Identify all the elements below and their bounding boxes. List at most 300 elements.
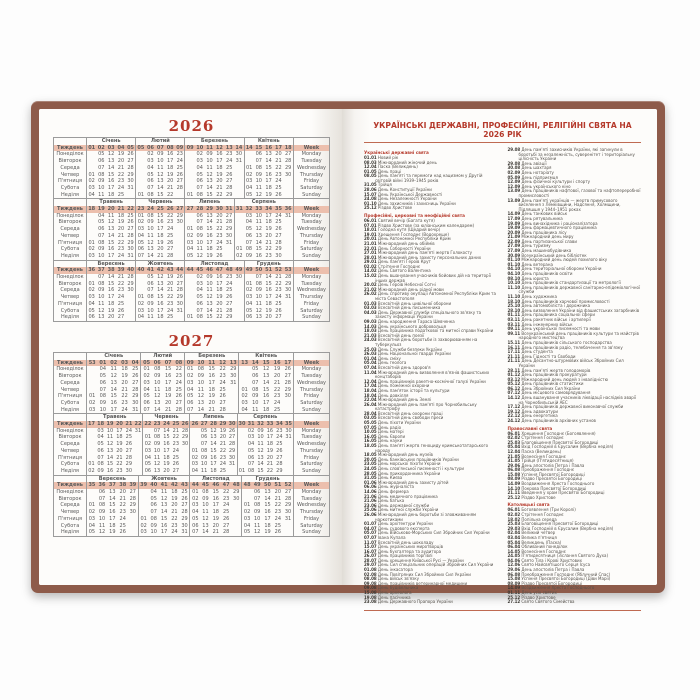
date-cell: 22 bbox=[222, 489, 230, 496]
date-cell bbox=[234, 308, 244, 315]
holiday-name: День Української Державності bbox=[376, 191, 443, 197]
date-cell: 28 bbox=[181, 509, 188, 516]
holiday-date: 06.04 bbox=[507, 544, 521, 550]
date-cell bbox=[185, 294, 195, 301]
week-number-cell: 31 bbox=[235, 206, 243, 213]
holiday-date: 22.04 bbox=[364, 397, 377, 403]
date-cell bbox=[283, 314, 293, 321]
date-cell: 06 bbox=[98, 226, 105, 233]
holiday-name: Вознесіння Господнє bbox=[520, 548, 566, 554]
date-cell: 19 bbox=[157, 239, 164, 246]
date-cell: 18 bbox=[263, 406, 270, 413]
date-cell: 01 bbox=[87, 502, 97, 509]
date-cell: 20 bbox=[274, 489, 282, 496]
date-cell: 20 bbox=[216, 212, 223, 219]
holiday-date: 25.12 bbox=[507, 594, 521, 600]
date-cell: 02 bbox=[88, 287, 95, 294]
holiday-date: 06.01 bbox=[507, 430, 521, 436]
date-cell: 21 bbox=[121, 386, 128, 393]
holiday-date: 17.04 bbox=[364, 383, 377, 389]
date-cell bbox=[136, 178, 146, 185]
date-cell: 10 bbox=[206, 280, 213, 287]
weekday-label-en: Saturday bbox=[294, 308, 330, 315]
holiday-date: 29.08 bbox=[507, 160, 521, 166]
date-cell: 22 bbox=[274, 502, 282, 509]
week-number-cell: 13 bbox=[228, 360, 239, 367]
date-cell: 30 bbox=[127, 246, 134, 253]
weekday-label-uk: П'ятниця bbox=[58, 454, 82, 461]
date-cell: 23 bbox=[216, 232, 223, 239]
calendars bbox=[53, 117, 330, 537]
date-cell: 05 bbox=[245, 191, 253, 198]
date-cell: 17 bbox=[212, 502, 219, 509]
date-cell: 15 bbox=[157, 212, 164, 219]
date-cell: 27 bbox=[181, 502, 188, 509]
date-cell: 01 bbox=[238, 467, 246, 474]
month-name-cell: Серпень bbox=[237, 414, 294, 421]
date-cell bbox=[185, 185, 195, 192]
holiday-name: День бухгалтера та аудитора bbox=[376, 548, 442, 554]
date-cell: 25 bbox=[175, 386, 182, 393]
holiday-name: Стрітення Господнє bbox=[520, 511, 564, 517]
date-cell: 22 bbox=[116, 461, 123, 468]
date-cell: 08 bbox=[98, 502, 106, 509]
holiday-name: День пасічника bbox=[376, 594, 411, 600]
date-cell: 08 bbox=[153, 434, 161, 441]
holiday-date: 05.05 bbox=[364, 420, 377, 426]
date-cell: 10 bbox=[98, 252, 105, 259]
holiday-name: День батька bbox=[376, 498, 405, 504]
date-cell: 15 bbox=[210, 447, 217, 454]
date-cell bbox=[283, 219, 293, 226]
date-cell: 12 bbox=[157, 171, 164, 178]
date-cell: 22 bbox=[219, 447, 227, 454]
holiday-date: 04.06 bbox=[507, 557, 521, 563]
date-cell: 08 bbox=[150, 515, 157, 522]
holiday-name: Всеукраїнський день бібліотек bbox=[520, 252, 587, 258]
date-cell: 29 bbox=[127, 239, 134, 246]
week-number-cell: 02 bbox=[97, 144, 105, 151]
date-cell: 14 bbox=[107, 274, 115, 281]
holiday-name: День пам'яті жертв геноциду кримськотатарського народу bbox=[375, 443, 489, 453]
date-cell: 07 bbox=[98, 495, 106, 502]
date-cell bbox=[242, 489, 252, 496]
holiday-name: Міжнародний день обіймів bbox=[376, 240, 435, 246]
month-name-cell: Березень bbox=[185, 352, 239, 359]
date-cell: 10 bbox=[106, 427, 114, 434]
date-cell: 14 bbox=[210, 441, 217, 448]
holiday-date: 07.07 bbox=[364, 534, 377, 540]
weekday-label-uk: Четвер bbox=[60, 232, 80, 239]
holiday-name: День енергетика bbox=[520, 413, 558, 419]
holiday-name: День Києва bbox=[376, 475, 403, 481]
holiday-name: День працівників ракетно-космічної галузі України bbox=[376, 378, 486, 384]
date-cell: 20 bbox=[266, 454, 274, 461]
holiday-date: 12.06 bbox=[507, 562, 521, 568]
date-cell: 30 bbox=[181, 441, 189, 448]
date-cell: 22 bbox=[166, 294, 174, 301]
weekday-label-en: Wednesday bbox=[294, 165, 330, 172]
date-cell: 21 bbox=[216, 219, 223, 226]
week-number-cell: 53 bbox=[284, 267, 292, 274]
date-cell: 14 bbox=[197, 406, 205, 413]
date-cell: 30 bbox=[125, 467, 133, 474]
date-cell: 10 bbox=[153, 447, 161, 454]
holiday-name: День Гідності та Свободи bbox=[520, 353, 576, 359]
holiday-name: День партизанської слави bbox=[520, 238, 577, 244]
weekday-label-en: Monday bbox=[294, 366, 330, 373]
holiday-date: 18.02 bbox=[507, 516, 521, 522]
holiday-date: 01.06 bbox=[364, 479, 377, 485]
date-cell bbox=[175, 314, 185, 321]
weekday-label-uk: Неділя bbox=[61, 406, 79, 413]
weekday-label-en: Tuesday bbox=[294, 281, 330, 288]
holiday-date: 21.02 bbox=[364, 286, 377, 292]
date-cell: 01 bbox=[88, 239, 95, 246]
week-number-cell: 48 bbox=[232, 482, 240, 489]
holiday-date: 03.03 bbox=[364, 305, 377, 311]
holiday-name: День піхоти України bbox=[376, 420, 421, 426]
month-name-cell: Червень bbox=[143, 414, 190, 421]
date-cell: 02 bbox=[242, 509, 252, 516]
week-number-cell: 22 bbox=[144, 421, 152, 428]
holiday-date: 14.09 bbox=[507, 585, 521, 591]
date-cell: 24 bbox=[222, 502, 230, 509]
holiday-name: День українського добровольця bbox=[376, 323, 447, 329]
date-cell: 22 bbox=[171, 515, 178, 522]
date-cell bbox=[134, 448, 143, 455]
holiday-date: 14.10 bbox=[507, 485, 521, 491]
weekday-label-en: Sunday bbox=[294, 314, 330, 321]
week-number-cell: 01 bbox=[88, 144, 96, 151]
date-cell: 27 bbox=[219, 399, 226, 406]
date-cell: 19 bbox=[265, 226, 272, 233]
date-cell bbox=[237, 441, 246, 448]
date-cell: 17 bbox=[163, 447, 170, 454]
date-cell: 21 bbox=[117, 274, 125, 281]
date-cell: 06 bbox=[147, 280, 154, 287]
date-cell: 26 bbox=[172, 461, 180, 468]
date-cell: 10 bbox=[99, 406, 107, 413]
date-cell: 07 bbox=[247, 461, 255, 468]
holiday-date: 15.08 bbox=[507, 471, 521, 477]
date-cell: 09 bbox=[245, 252, 253, 259]
holiday-date: 19.09 bbox=[507, 225, 521, 231]
month-name-cell: Лютий bbox=[141, 352, 185, 359]
date-cell bbox=[234, 314, 244, 321]
date-cell: 13 bbox=[257, 454, 264, 461]
date-cell bbox=[136, 165, 146, 172]
date-cell: 28 bbox=[219, 406, 226, 413]
week-number-cell: 05 bbox=[141, 360, 152, 367]
date-cell: 29 bbox=[226, 191, 233, 198]
date-cell: 10 bbox=[147, 226, 154, 233]
date-cell: 31 bbox=[285, 212, 292, 219]
date-cell: 26 bbox=[119, 529, 126, 536]
holiday-name: День працівників освіти bbox=[520, 271, 573, 277]
holiday-name: Успіння Пресвятої Богородиці bbox=[520, 471, 585, 477]
holiday-name: Міжнародний день людей похилого віку bbox=[520, 257, 608, 263]
date-cell: 21 bbox=[172, 427, 180, 434]
date-cell: 05 bbox=[144, 461, 152, 468]
date-cell: 16 bbox=[107, 246, 115, 253]
date-cell: 26 bbox=[284, 366, 291, 373]
date-cell: 12 bbox=[255, 307, 262, 314]
holiday-date: 07.12 bbox=[507, 390, 521, 396]
week-number-cell: 35 bbox=[285, 421, 292, 428]
date-cell: 28 bbox=[129, 495, 136, 502]
week-number-cell: 52 bbox=[274, 267, 282, 274]
date-cell: 11 bbox=[147, 314, 154, 321]
holiday-date: 31.05 bbox=[364, 182, 377, 188]
month-name-cell: Березень bbox=[185, 138, 244, 145]
holiday-date: 15.07 bbox=[364, 191, 377, 197]
holiday-date: 13.09 bbox=[507, 197, 521, 203]
month-name-cell: Січень bbox=[87, 138, 136, 145]
date-cell: 21 bbox=[164, 406, 172, 413]
week-number-cell: 23 bbox=[137, 206, 145, 213]
weekday-label-en: Sunday bbox=[294, 407, 330, 414]
date-cell: 01 bbox=[138, 516, 148, 523]
left-page-calendars bbox=[39, 109, 342, 585]
week-number-cell: 46 bbox=[212, 482, 220, 489]
holiday-date: 18.04 bbox=[364, 392, 377, 398]
date-cell: 29 bbox=[228, 447, 236, 454]
date-cell: 04 bbox=[87, 523, 97, 530]
date-cell: 20 bbox=[275, 151, 282, 158]
holiday-date: 16.05 bbox=[364, 433, 377, 439]
date-cell: 04 bbox=[245, 300, 253, 307]
date-cell bbox=[128, 523, 138, 530]
date-cell: 16 bbox=[266, 427, 274, 434]
month-name-cell: Листопад bbox=[190, 475, 242, 482]
date-cell: 29 bbox=[181, 515, 188, 522]
date-cell: 13 bbox=[154, 399, 161, 406]
weekday-label-en: Monday bbox=[294, 151, 330, 158]
date-cell: 07 bbox=[190, 529, 200, 536]
date-cell: 01 bbox=[185, 366, 196, 373]
date-cell: 25 bbox=[181, 489, 188, 496]
holiday-name: Велика п'ятниця bbox=[520, 534, 557, 540]
holiday-item bbox=[508, 199, 642, 213]
date-cell: 01 bbox=[88, 461, 95, 468]
date-cell: 15 bbox=[157, 294, 164, 301]
week-number-cell: 44 bbox=[176, 267, 184, 274]
date-cell: 07 bbox=[150, 509, 157, 516]
date-cell: 04 bbox=[245, 219, 253, 226]
holiday-name: День художника bbox=[520, 294, 557, 299]
date-cell bbox=[231, 502, 241, 509]
holiday-date: 03.11 bbox=[507, 321, 521, 327]
date-cell: 08 bbox=[99, 393, 107, 400]
week-number-cell: 43 bbox=[181, 482, 188, 489]
holiday-name: День працівників статистики bbox=[520, 381, 584, 387]
date-cell: 24 bbox=[275, 178, 282, 185]
holiday-date: 19.08 bbox=[364, 594, 377, 600]
holiday-name: Різдво Христове bbox=[520, 594, 556, 600]
date-cell: 20 bbox=[265, 314, 272, 321]
date-cell: 30 bbox=[127, 287, 134, 294]
date-cell: 29 bbox=[225, 226, 233, 233]
holiday-date: 27.01 bbox=[364, 250, 377, 256]
date-cell: 22 bbox=[266, 467, 274, 474]
month-name-cell: Грудень bbox=[242, 475, 294, 482]
holiday-name: День Європи bbox=[376, 433, 406, 439]
date-cell: 08 bbox=[253, 502, 261, 509]
holiday-date: 21.11 bbox=[507, 490, 521, 496]
date-cell: 26 bbox=[176, 171, 183, 178]
weekday-label-en: Friday bbox=[294, 301, 330, 308]
date-cell: 26 bbox=[132, 373, 139, 380]
holiday-date: 12.09 bbox=[507, 179, 521, 185]
date-cell: 23 bbox=[275, 171, 282, 178]
date-cell: 02 bbox=[138, 523, 148, 530]
date-cell: 24 bbox=[125, 427, 133, 434]
date-cell: 23 bbox=[226, 274, 233, 281]
week-number-cell: 27 bbox=[200, 421, 208, 428]
holiday-date: 09.03 bbox=[364, 319, 377, 324]
date-cell: 13 bbox=[147, 246, 154, 253]
date-cell: 25 bbox=[176, 164, 183, 171]
date-cell bbox=[185, 301, 195, 308]
holiday-name: День ракетних військ і артилерії bbox=[520, 316, 591, 322]
date-cell bbox=[234, 165, 244, 172]
holiday-name: День Соборності України bbox=[376, 245, 431, 251]
date-cell: 01 bbox=[190, 489, 200, 496]
date-cell: 14 bbox=[163, 427, 170, 434]
holiday-date: 21.03 bbox=[364, 332, 377, 338]
date-cell: 26 bbox=[228, 427, 236, 434]
weekday-label-en: Monday bbox=[294, 213, 330, 220]
date-cell: 11 bbox=[107, 212, 115, 219]
date-cell: 19 bbox=[219, 427, 227, 434]
date-cell: 14 bbox=[157, 184, 164, 191]
date-cell bbox=[136, 151, 146, 158]
holiday-date: 09.08 bbox=[364, 580, 377, 586]
date-cell: 21 bbox=[166, 184, 174, 191]
holiday-name: День Повітряних Сил Збройних Сил України bbox=[376, 571, 471, 577]
date-cell bbox=[87, 219, 97, 226]
week-number-cell: 35 bbox=[274, 206, 282, 213]
holiday-date: 18.04 bbox=[364, 387, 377, 393]
holiday-date: 24.05 bbox=[507, 553, 521, 559]
holiday-name: День Збройних Сил України bbox=[520, 385, 581, 391]
date-cell: 11 bbox=[206, 287, 213, 294]
week-number-cell: 48 bbox=[243, 482, 251, 489]
date-cell: 24 bbox=[219, 461, 227, 468]
date-cell: 19 bbox=[266, 447, 274, 454]
holiday-date: 28.11 bbox=[507, 367, 521, 373]
date-cell: 20 bbox=[171, 502, 178, 509]
date-cell: 14 bbox=[109, 495, 116, 502]
date-cell: 26 bbox=[219, 393, 226, 400]
date-cell: 02 bbox=[185, 373, 196, 380]
calendar-band-table: Січень Лютий Березень Квітень Тиждень 01 02 03 04 05 05 06 07 08 09 09 10 11 12 13 14 14 15 16 17 18 Week Понеділок 05 12 19 26 02 09 16 23 02 09 16 23 30 06 13 20 27 Monday Вівторок 06 13 20 27 03 10 17 24 03 10 17 24 31 07 14 21 28 Tuesday Середа 07 14 21 28 04 11 18 25 04 11 18 25 01 08 15 22 29 Wednesday Четвер 01 08 15 22 29 05 12 19 26 05 12 19 26 02 09 16 23 30 Thursday П'ятниця 02 09 16 23 30 06 13 20 27 06 13 20 27 03 10 17 24 Friday Субота 03 10 17 24 31 07 14 21 28 07 14 21 28 04 11 18 25 Saturday Неділя 04 11 18 25 01 08 15 22 01 08 15 22 29 05 12 19 26 Sunday bbox=[53, 137, 330, 199]
date-cell: 04 bbox=[99, 366, 107, 373]
date-cell: 22 bbox=[117, 239, 125, 246]
date-cell: 05 bbox=[252, 366, 259, 373]
week-number-cell: 08 bbox=[166, 144, 174, 151]
date-cell: 24 bbox=[216, 239, 223, 246]
weekday-label-uk: Субота bbox=[60, 184, 80, 191]
date-cell: 30 bbox=[233, 495, 240, 502]
date-cell: 22 bbox=[121, 393, 128, 400]
date-cell bbox=[244, 274, 254, 281]
date-cell: 08 bbox=[255, 280, 262, 287]
date-cell: 10 bbox=[147, 307, 154, 314]
weekday-label-uk: Четвер bbox=[60, 509, 80, 516]
date-cell: 10 bbox=[257, 434, 264, 441]
date-cell: 30 bbox=[235, 274, 243, 281]
date-cell: 25 bbox=[275, 300, 282, 307]
week-number-cell: 46 bbox=[206, 267, 214, 274]
holiday-name: День працівників торгівлі bbox=[376, 553, 433, 559]
holiday-date: 05.04 bbox=[507, 539, 521, 545]
date-cell: 03 bbox=[242, 516, 252, 523]
date-cell: 04 bbox=[98, 212, 105, 219]
date-cell: 16 bbox=[160, 522, 168, 529]
date-cell: 14 bbox=[206, 219, 213, 226]
date-cell: 12 bbox=[98, 307, 105, 314]
date-cell: 30 bbox=[285, 171, 292, 178]
weekday-label-uk: Вівторок bbox=[58, 219, 82, 226]
week-number-cell: 01 bbox=[99, 359, 107, 366]
date-cell: 17 bbox=[107, 252, 115, 259]
date-cell: 31 bbox=[181, 529, 188, 536]
week-number-cell: 08 bbox=[174, 360, 185, 367]
holiday-name: Всесвітній день свободи преси bbox=[376, 415, 444, 421]
holiday-name: Міжнародний день рідної мови bbox=[376, 286, 444, 292]
date-cell: 11 bbox=[257, 441, 264, 448]
week-number-cell: 40 bbox=[127, 267, 135, 274]
date-cell bbox=[134, 455, 143, 462]
date-cell bbox=[87, 434, 96, 441]
month-name-cell: Червень bbox=[136, 199, 185, 206]
month-name-cell: Серпень bbox=[234, 199, 293, 206]
date-cell bbox=[190, 441, 199, 448]
date-cell: 01 bbox=[239, 387, 250, 394]
date-cell: 24 bbox=[117, 184, 125, 191]
date-cell: 25 bbox=[226, 287, 233, 294]
date-cell: 16 bbox=[263, 393, 270, 400]
calendar-band-table: Травень Червень Липень Серпень Тиждень 17 18 19 20 21 22 22 23 24 25 26 26 27 28 29 30 30 31 32 33 34 35 Week Понеділок 03 10 17 24 31 07 14 21 28 05 12 19 26 02 09 16 23 30 Monday Вівторок 04 11 18 25 01 08 15 22 29 06 13 20 27 03 10 17 24 31 Tuesday Середа 05 12 19 26 02 09 16 23 30 07 14 21 28 04 11 18 25 Wednesday Четвер 06 13 20 27 03 10 17 24 01 08 15 22 29 05 12 19 26 Thursday П'ятниця 07 14 21 28 04 11 18 25 02 09 16 23 30 06 13 20 27 Friday Субота 01 08 15 22 29 05 12 19 26 03 10 17 24 31 07 14 21 28 Saturday Неділя 02 09 16 23 30 06 13 20 27 04 11 18 25 01 08 15 22 29 Sunday bbox=[53, 413, 330, 475]
holiday-date: 08.09 bbox=[507, 580, 521, 586]
date-cell bbox=[185, 151, 195, 158]
date-cell: 16 bbox=[166, 151, 174, 158]
week-number-cell: 40 bbox=[150, 482, 158, 489]
date-cell: 06 bbox=[245, 232, 253, 239]
week-number-cell: 50 bbox=[255, 267, 263, 274]
week-number-cell: 33 bbox=[255, 206, 263, 213]
date-cell bbox=[143, 428, 152, 435]
date-cell: 03 bbox=[144, 447, 152, 454]
holiday-name: Міжнародний день пам'яті жертв Голокосту bbox=[376, 250, 472, 256]
week-number-cell: 45 bbox=[196, 267, 204, 274]
week-number-cell: 27 bbox=[176, 206, 184, 213]
date-cell: 20 bbox=[166, 280, 174, 287]
holiday-date: 05.09 bbox=[507, 174, 521, 180]
date-cell: 12 bbox=[257, 447, 264, 454]
holiday-date: 09.08 bbox=[364, 585, 377, 591]
date-cell: 08 bbox=[98, 239, 105, 246]
week-number-cell: 37 bbox=[108, 482, 116, 489]
holiday-date: 17.09 bbox=[507, 215, 521, 221]
date-cell: 28 bbox=[276, 461, 283, 468]
holiday-name: Міжнародний день захисту персональних даних bbox=[376, 254, 482, 260]
date-cell: 28 bbox=[127, 164, 134, 171]
date-cell: 17 bbox=[160, 529, 168, 536]
date-cell: 07 bbox=[147, 184, 154, 191]
